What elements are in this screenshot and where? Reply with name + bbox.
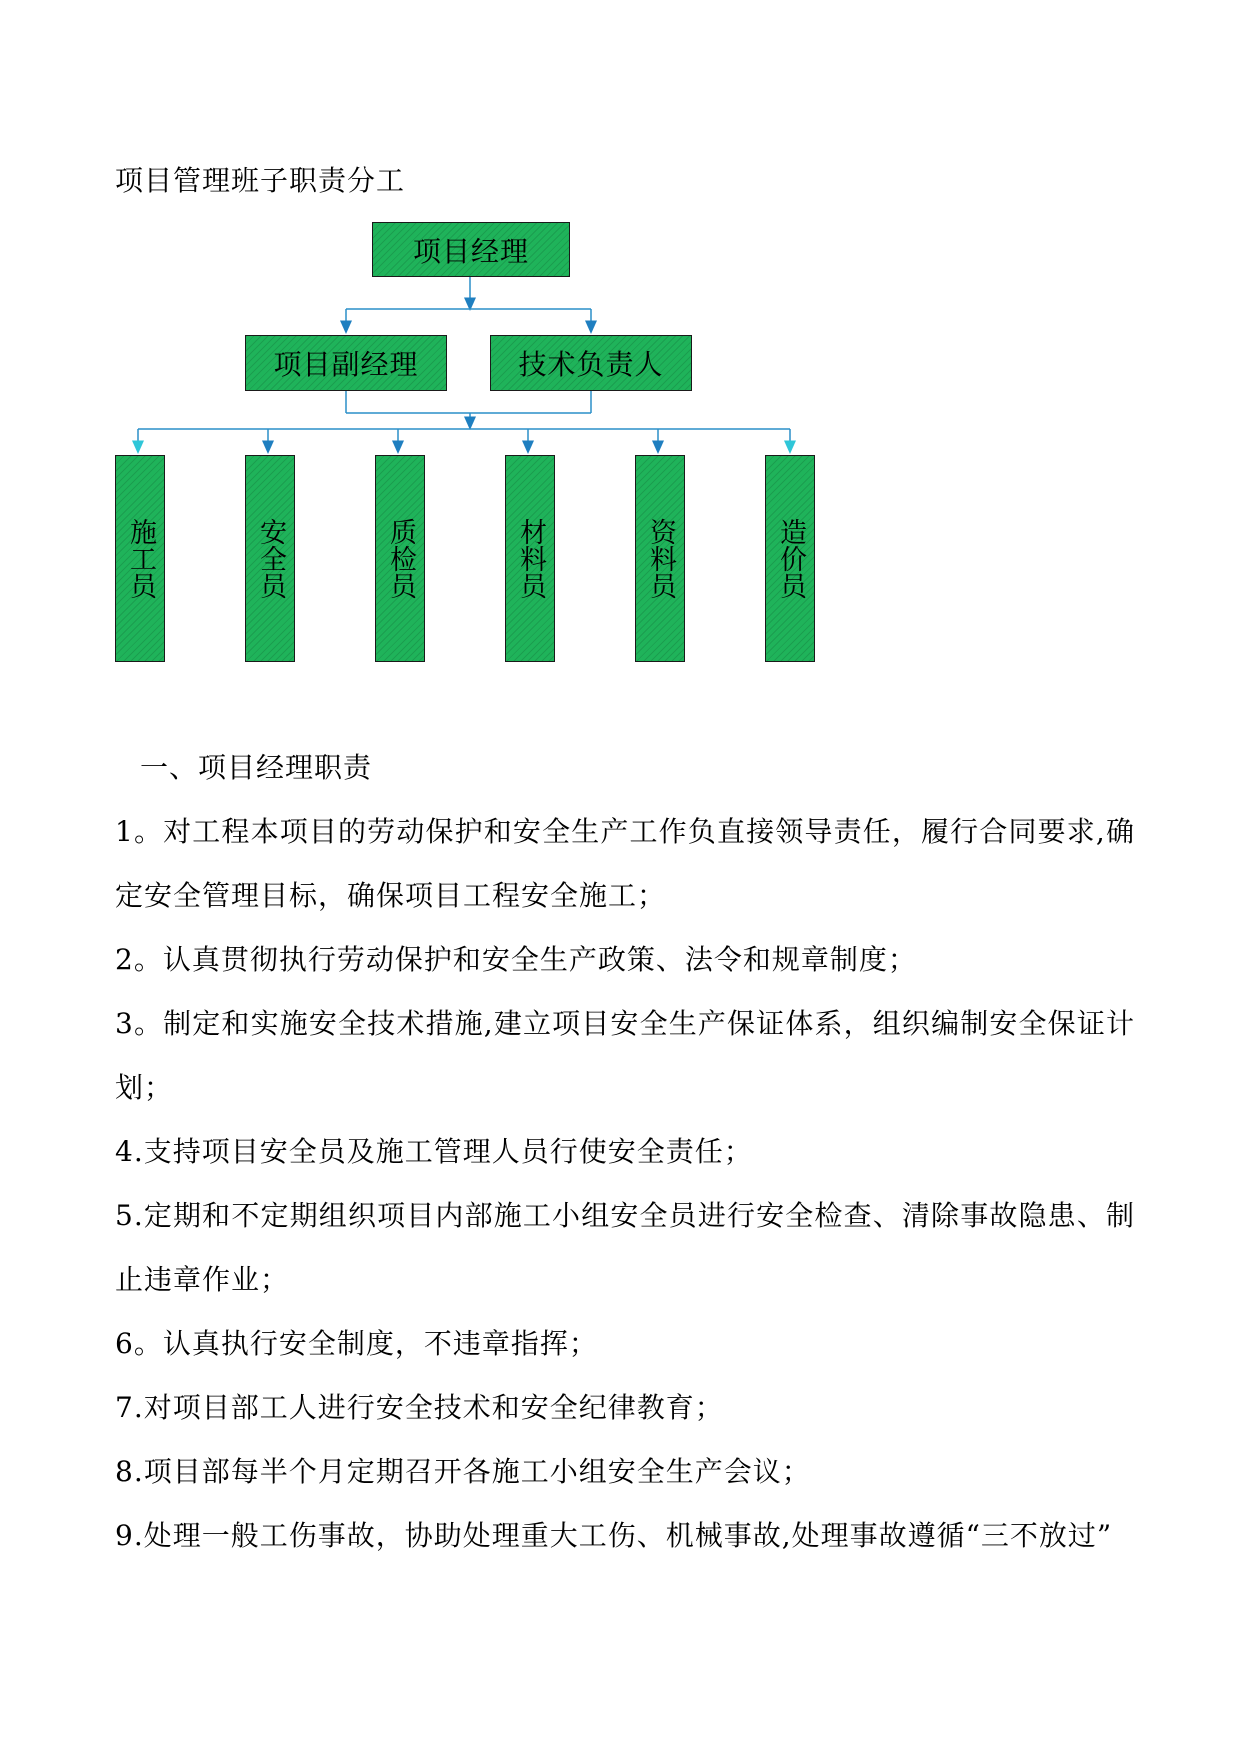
- list-item: 9.处理一般工伤事故，协助处理重大工伤、机械事故,处理事故遵循“三不放过”: [115, 1519, 1113, 1552]
- org-box-cost-estimator: 造价员: [765, 455, 815, 662]
- org-box-technical-lead: 技术负责人: [490, 335, 692, 391]
- org-box-construction-staff: 施工员: [115, 455, 165, 662]
- org-box-deputy-manager: 项目副经理: [245, 335, 447, 391]
- org-box-documentation-officer: 资料员: [635, 455, 685, 662]
- list-item: 4.支持项目安全员及施工管理人员行使安全责任；: [115, 1135, 753, 1168]
- list-item: 1。对工程本项目的劳动保护和安全生产工作负直接领导责任，履行合同要求,确定安全管理目标，确保项目工程安全施工；: [115, 815, 1135, 912]
- list-item: 3。制定和实施安全技术措施,建立项目安全生产保证体系，组织编制安全保证计划；: [115, 1007, 1135, 1104]
- org-box-safety-officer: 安全员: [245, 455, 295, 662]
- duty-list: [115, 800, 1135, 1568]
- list-item: 5.定期和不定期组织项目内部施工小组安全员进行安全检查、清除事故隐患、制止违章作业；: [115, 1199, 1135, 1296]
- org-box-quality-inspector: 质检员: [375, 455, 425, 662]
- org-box-materials-officer: 材料员: [505, 455, 555, 662]
- list-item: 6。认真执行安全制度，不违章指挥；: [115, 1327, 598, 1360]
- document-title: 项目管理班子职责分工: [115, 164, 406, 197]
- section-heading: 一、项目经理职责: [140, 751, 373, 784]
- org-box-project-manager: 项目经理: [372, 222, 570, 277]
- list-item: 8.项目部每半个月定期召开各施工小组安全生产会议；: [115, 1455, 811, 1488]
- list-item: 2。认真贯彻执行劳动保护和安全生产政策、法令和规章制度；: [115, 943, 917, 976]
- list-item: 7.对项目部工人进行安全技术和安全纪律教育；: [115, 1391, 724, 1424]
